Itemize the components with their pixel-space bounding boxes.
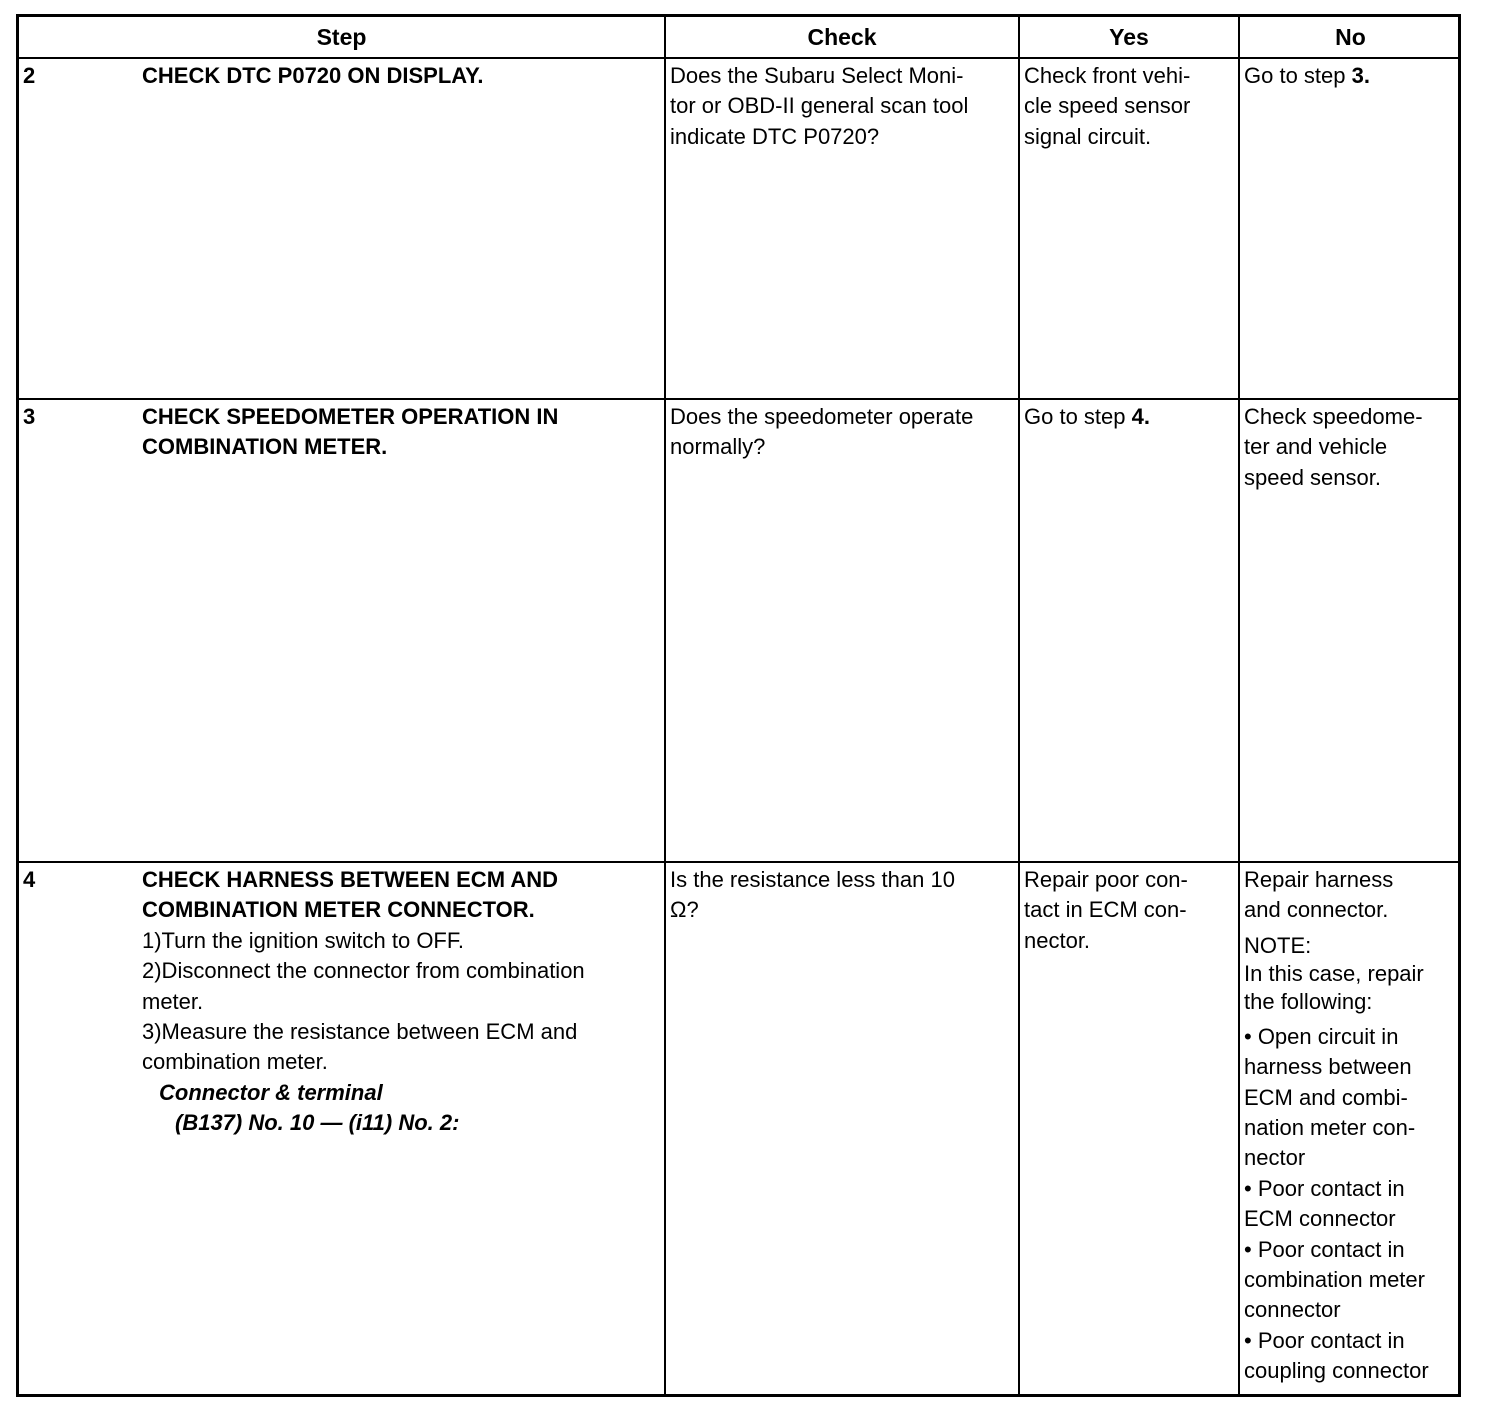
check-cell [670,865,1015,926]
row-divider [19,861,1458,863]
procedure-line: meter. [142,988,204,1014]
check-cell [670,61,1015,152]
procedure-line: 3)Measure the resistance between ECM and [142,1019,578,1045]
check-text: Ω? [670,897,699,923]
procedure-line: 2)Disconnect the connector from combination [142,958,585,984]
step-cell [142,61,657,91]
step-number: 4 [23,867,36,892]
yes-text: signal circuit. [1024,123,1152,149]
check-text: indicate DTC P0720? [670,123,880,149]
yes-cell [1024,865,1236,956]
bullet-item: ECM connector [1244,1206,1396,1232]
header-no: No [1335,23,1366,50]
header-step: Step [316,23,367,50]
bullet-item: ECM and combi- [1244,1084,1408,1110]
check-text: tor or OBD-II general scan tool [670,93,969,119]
check-cell [670,402,1015,463]
row-divider [19,57,1458,59]
no-cell [1244,865,1462,1387]
yes-text: cle speed sensor [1024,93,1191,119]
bullet-item: connector [1244,1297,1341,1323]
no-cell [1244,61,1460,91]
step-link: 3 [1351,63,1364,88]
step-number: 3 [23,404,36,429]
yes-cell [1024,402,1236,432]
no-text: and connector. [1244,897,1389,923]
step-title: COMBINATION METER CONNECTOR. [142,897,535,923]
check-text: Does the speedometer operate [670,404,974,429]
bullet-item: • Open circuit in [1244,1023,1399,1049]
column-divider [1238,17,1240,1394]
check-text: normally? [670,434,766,460]
spec-label: Connector & terminal [159,1079,383,1105]
go-to-text: Go to step [1024,404,1132,429]
note-label: NOTE: [1244,932,1312,958]
header-yes: Yes [1109,23,1149,50]
bullet-item: • Poor contact in [1244,1175,1405,1201]
check-text: Does the Subaru Select Moni- [670,63,964,88]
column-divider [664,17,666,1394]
spec-value: (B137) No. 10 — (i11) No. 2: [175,1110,460,1136]
period: . [1143,404,1150,429]
step-title: CHECK DTC P0720 ON DISPLAY. [142,63,484,88]
no-text: Check speedome- [1244,404,1423,429]
procedure-line: combination meter. [142,1049,328,1075]
bullet-item: nation meter con- [1244,1115,1416,1141]
go-to-text: Go to step [1244,63,1352,88]
bullet-item: coupling connector [1244,1358,1429,1384]
step-title: CHECK SPEEDOMETER OPERATION IN [142,404,559,429]
yes-text: Repair poor con- [1024,867,1188,892]
no-text: speed sensor. [1244,464,1381,490]
yes-text: nector. [1024,927,1091,953]
procedure-line: 1)Turn the ignition switch to OFF. [142,927,464,953]
header-check: Check [807,23,877,50]
yes-text [1024,402,1236,432]
no-text: Repair harness [1244,867,1394,892]
diagnostic-table [16,14,1461,1397]
step-link: 4 [1131,404,1144,429]
no-cell [1244,402,1460,493]
column-divider [1018,17,1020,1394]
note-text: In this case, repair [1244,960,1424,986]
no-text [1244,61,1460,91]
period: . [1363,63,1370,88]
step-title: CHECK HARNESS BETWEEN ECM AND [142,867,558,892]
row-divider [19,398,1458,400]
yes-cell [1024,61,1236,152]
bullet-item: • Poor contact in [1244,1236,1405,1262]
bullet-item: nector [1244,1145,1306,1171]
step-cell [142,402,657,463]
yes-text: Check front vehi- [1024,63,1191,88]
bullet-item: • Poor contact in [1244,1327,1405,1353]
note-text: the following: [1244,988,1373,1014]
no-text: ter and vehicle [1244,434,1388,460]
bullet-item: harness between [1244,1054,1412,1080]
yes-text: tact in ECM con- [1024,897,1187,923]
step-title: COMBINATION METER. [142,434,388,460]
step-number: 2 [23,63,36,88]
bullet-item: combination meter [1244,1267,1425,1293]
check-text: Is the resistance less than 10 [670,867,955,892]
step-cell [142,865,657,1139]
